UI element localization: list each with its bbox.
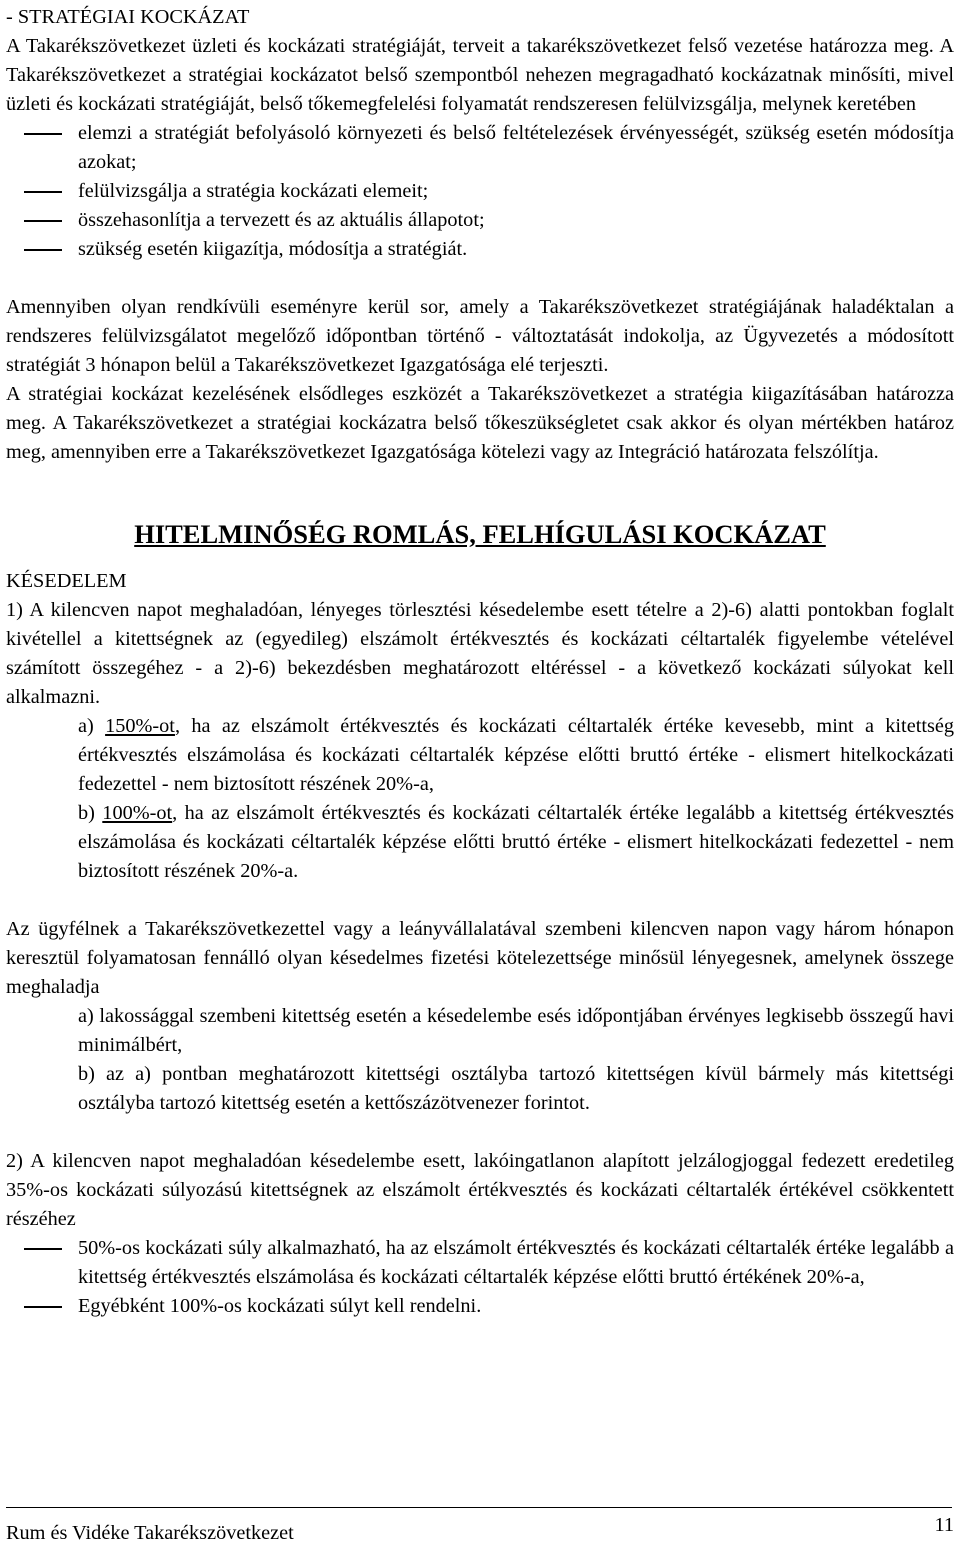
list-item: 50%-os kockázati súly alkalmazható, ha az elszámolt értékvesztés és kockázati céltartalék értéke legalább a kitettség értékvesztés elszámolása és kockázati céltartalék képzése előtti bruttó értékének 20%-a, (6, 1234, 954, 1292)
spacer (6, 1118, 954, 1147)
material-delay-paragraph: Az ügyfélnek a Takarékszövetkezettel vagy a leányvállalatával szembeni kilencven napon vagy három hónapon keresztül folyamatosan fennálló olyan késedelmes fizetési kötelezettsége minősül lényegesnek, amelynek összege meghaladja (6, 918, 954, 998)
dash-bullet-icon (24, 249, 62, 251)
subheading-kesedelem: KÉSEDELEM (6, 570, 127, 592)
risk-weight-item-b: b) 100%-ot, ha az elszámolt értékvesztés és kockázati céltartalék értéke legalább a kitettség értékvesztés elszámolása és kockázati céltartalék képzése előtti bruttó értéke - elismert hitelkockázati fedezettel - nem biztosított részének 20%-a. (78, 802, 954, 882)
section-title: HITELMINŐSÉG ROMLÁS, FELHÍGULÁSI KOCKÁZAT (134, 519, 826, 549)
strategic-review-list (6, 119, 954, 264)
strategic-risk-management-paragraph: A stratégiai kockázat kezelésének elsődleges eszközét a Takarékszövetkezet a stratégia kiigazításában határozza meg. A Takarékszövetkezet a stratégiai kockázatra belső tőkeszükségletet csak akkor és olyan mértékben határoz meg, amennyiben erre a Takarékszövetkezet Igazgatósága kötelezi vagy az Integráció határozata felszólítja. (6, 383, 954, 463)
list-item: felülvizsgálja a stratégia kockázati elemeit; (6, 177, 954, 206)
document-page (6, 3, 954, 1321)
dash-bullet-icon (24, 220, 62, 222)
mortgage-weight-list (6, 1234, 954, 1321)
weight-150: 150%-ot (105, 715, 175, 737)
list-item: összehasonlítja a tervezett és az aktuális állapotot; (6, 206, 954, 235)
extraordinary-event-paragraph: Amennyiben olyan rendkívüli eseményre kerül sor, amely a Takarékszövetkezet stratégiájának haladéktalan a rendszeres felülvizsgálatot megelőző időpontban történő - változtatását indokolja, az Ügyvezetés a módosított stratégiát 3 hónapon belül a Takarékszövetkezet Igazgatósága elé terjeszti. (6, 296, 954, 376)
material-delay-item-b: b) az a) pontban meghatározott kitettségi osztályba tartozó kitettségen kívül bármely más kitettségi osztályba tartozó kitettség esetén a kettőszázötvenezer forintot. (78, 1063, 954, 1114)
dash-bullet-icon (24, 133, 62, 135)
list-item: Egyébként 100%-os kockázati súlyt kell rendelni. (6, 1292, 954, 1321)
spacer (6, 886, 954, 915)
dash-bullet-icon (24, 1248, 62, 1250)
spacer (6, 264, 954, 293)
spacer (6, 551, 954, 567)
footer-divider (6, 1507, 952, 1508)
dash-bullet-icon (24, 191, 62, 193)
strategic-risk-intro: A Takarékszövetkezet üzleti és kockázati stratégiáját, terveit a takarékszövetkezet felső vezetése határozza meg. A Takarékszövetkezet a stratégiai kockázatot belső szempontból nehezen megragadható kockázatnak minősíti, mivel üzleti és kockázati stratégiáját, belső tőkemegfelelési folyamatát rendszeresen felülvizsgálja, melynek keretében (6, 35, 954, 115)
strategic-risk-heading: - STRATÉGIAI KOCKÁZAT (6, 6, 250, 28)
risk-weight-item-a: a) 150%-ot, ha az elszámolt értékvesztés és kockázati céltartalék értéke kevesebb, mint a kitettség értékvesztés elszámolása és kockázati céltartalék képzése előtti bruttó értéke - elismert hitelkockázati fedezettel - nem biztosított részének 20%-a, (78, 715, 954, 795)
footer-organization: Rum és Vidéke Takarékszövetkezet (6, 1522, 294, 1544)
material-delay-item-a: a) lakossággal szembeni kitettség esetén a késedelembe esés időpontjában érvényes legkisebb összegű havi minimálbért, (78, 1005, 954, 1056)
list-item: szükség esetén kiigazítja, módosítja a stratégiát. (6, 235, 954, 264)
page-number: 11 (934, 1514, 954, 1536)
spacer (6, 467, 954, 517)
weight-100: 100%-ot (102, 802, 173, 824)
paragraph-2: 2) A kilencven napot meghaladóan késedelembe esett, lakóingatlanon alapított jelzálogjoggal fedezett eredetileg 35%-os kockázati súlyozású kitettségnek az elszámolt értékvesztés és kockázati céltartalék értékével csökkentett részéhez (6, 1150, 954, 1230)
list-item: elemzi a stratégiát befolyásoló környezeti és belső feltételezések érvényességét, szükség esetén módosítja azokat; (6, 119, 954, 177)
paragraph-1: 1) A kilencven napot meghaladóan, lényeges törlesztési késedelembe esett tételre a 2)-6) alatti pontokban foglalt kivétellel a kitettségnek az (egyedileg) elszámolt értékvesztés és kockázati céltartalék figyelembe vételével számított összegéhez - a 2)-6) bekezdésben meghatározott eltéréssel - a következő kockázati súlyokat kell alkalmazni. (6, 599, 954, 708)
dash-bullet-icon (24, 1306, 62, 1308)
